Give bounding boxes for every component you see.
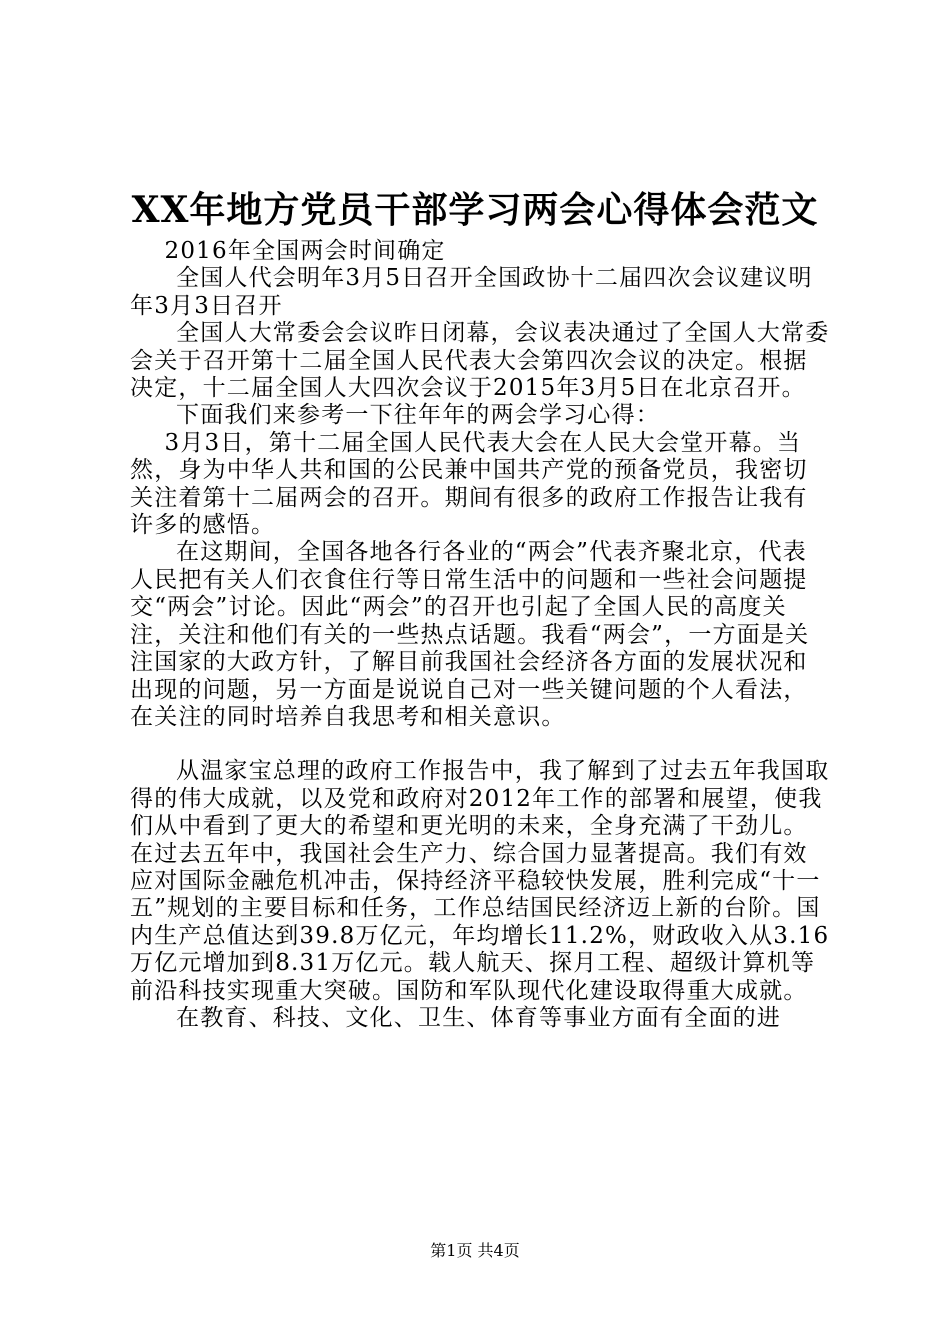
paragraph-5: 3月3日，第十二届全国人民代表大会在人民大会堂开幕。当然，身为中华人共和国的公民兼中国共产党的预备党员，我密切关注着第十二届两会的召开。期间有很多的政府工作报告让我有许多的感悟。 [130, 429, 808, 539]
document-title: XX年地方党员干部学习两会心得体会范文 [131, 189, 819, 231]
paragraph-7: 从温家宝总理的政府工作报告中，我了解到了过去五年我国取得的伟大成就，以及党和政府对2012年工作的部署和展望，使我们从中看到了更大的希望和更光明的未来，全身充满了干劲儿。在过去五年中，我国社会生产力、综合国力显著提高。我们有效应对国际金融危机冲击，保持经济平稳较快发展，胜利完成“十一五”规划的主要目标和任务，工作总结国民经济迈上新的台阶。国内生产总值达到39.8万亿元，年均增长11.2%，财政收入从3.16万亿元增加到8.31万亿元。载人航天、探月工程、超级计算机等前沿科技实现重大突破。国防和军队现代化建设取得重大成就。 [130, 758, 830, 1004]
paragraph-3: 全国人大常委会会议昨日闭幕，会议表决通过了全国人大常委会关于召开第十二届全国人民代表大会第四次会议的决定。根据决定，十二届全国人大四次会议于2015年3月5日在北京召开。 [130, 320, 830, 402]
paragraph-1: 2016年全国两会时间确定 [164, 238, 446, 264]
paragraph-2: 全国人代会明年3月5日召开全国政协十二届四次会议建议明年3月3日召开 [130, 265, 813, 319]
page-number-footer: 第1页 共4页 [430, 1241, 520, 1260]
paragraph-4: 下面我们来参考一下往年年的两会学习心得： [176, 402, 660, 429]
document-body [130, 238, 830, 1032]
paragraph-6: 在这期间，全国各地各行各业的“两会”代表齐聚北京，代表人民把有关人们衣食住行等日常生活中的问题和一些社会问题提交“两会”讨论。因此“两会”的召开也引起了全国人民的高度关注，关注和他们有关的一些热点话题。我看“两会”，一方面是关注国家的大政方针，了解目前我国社会经济各方面的发展状况和出现的问题，另一方面是说说自己对一些关键问题的个人看法，在关注的同时培养自我思考和相关意识。 [130, 539, 810, 730]
paragraph-8: 在教育、科技、文化、卫生、体育等事业方面有全面的进 [176, 1004, 781, 1031]
